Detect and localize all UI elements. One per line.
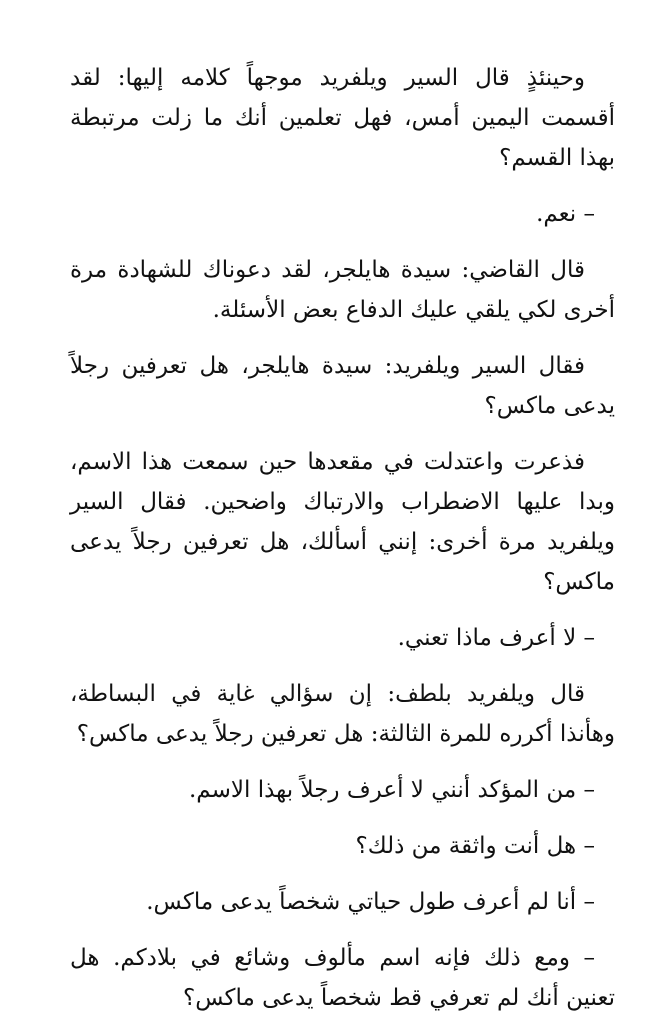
document-page <box>70 58 615 1034</box>
paragraph-2: قال القاضي: سيدة هايلجر، لقد دعوناك للشهادة مرة أخرى لكي يلقي عليك الدفاع بعض الأسئلة. <box>70 257 615 323</box>
dialog-line-5: – أنا لم أعرف طول حياتي شخصاً يدعى ماكس. <box>146 889 595 915</box>
paragraph-3: فقال السير ويلفريد: سيدة هايلجر، هل تعرفين رجلاً يدعى ماكس؟ <box>70 353 615 419</box>
dialog-line-3: – من المؤكد أنني لا أعرف رجلاً بهذا الاسم. <box>189 777 595 803</box>
dialog-line-6: – ومع ذلك فإنه اسم مألوف وشائع في بلادكم. هل تعنين أنك لم تعرفي قط شخصاً يدعى ماكس؟ <box>70 945 615 1011</box>
dialog-line-2: – لا أعرف ماذا تعني. <box>397 625 595 651</box>
dialog-line-4: – هل أنت واثقة من ذلك؟ <box>355 833 595 859</box>
paragraph-4: فذعرت واعتدلت في مقعدها حين سمعت هذا الاسم، وبدا عليها الاضطراب والارتباك واضحين. فقال السير ويلفريد مرة أخرى: إنني أسألك، هل تعرفين رجلاً يدعى ماكس؟ <box>70 449 615 595</box>
paragraph-1: وحينئذٍ قال السير ويلفريد موجهاً كلامه إليها: لقد أقسمت اليمين أمس، فهل تعلمين أنك ما زلت مرتبطة بهذا القسم؟ <box>70 65 615 171</box>
paragraph-5: قال ويلفريد بلطف: إن سؤالي غاية في البساطة، وهأنذا أكرره للمرة الثالثة: هل تعرفين رجلاً يدعى ماكس؟ <box>70 681 615 747</box>
dialog-line-1: – نعم. <box>536 201 595 227</box>
